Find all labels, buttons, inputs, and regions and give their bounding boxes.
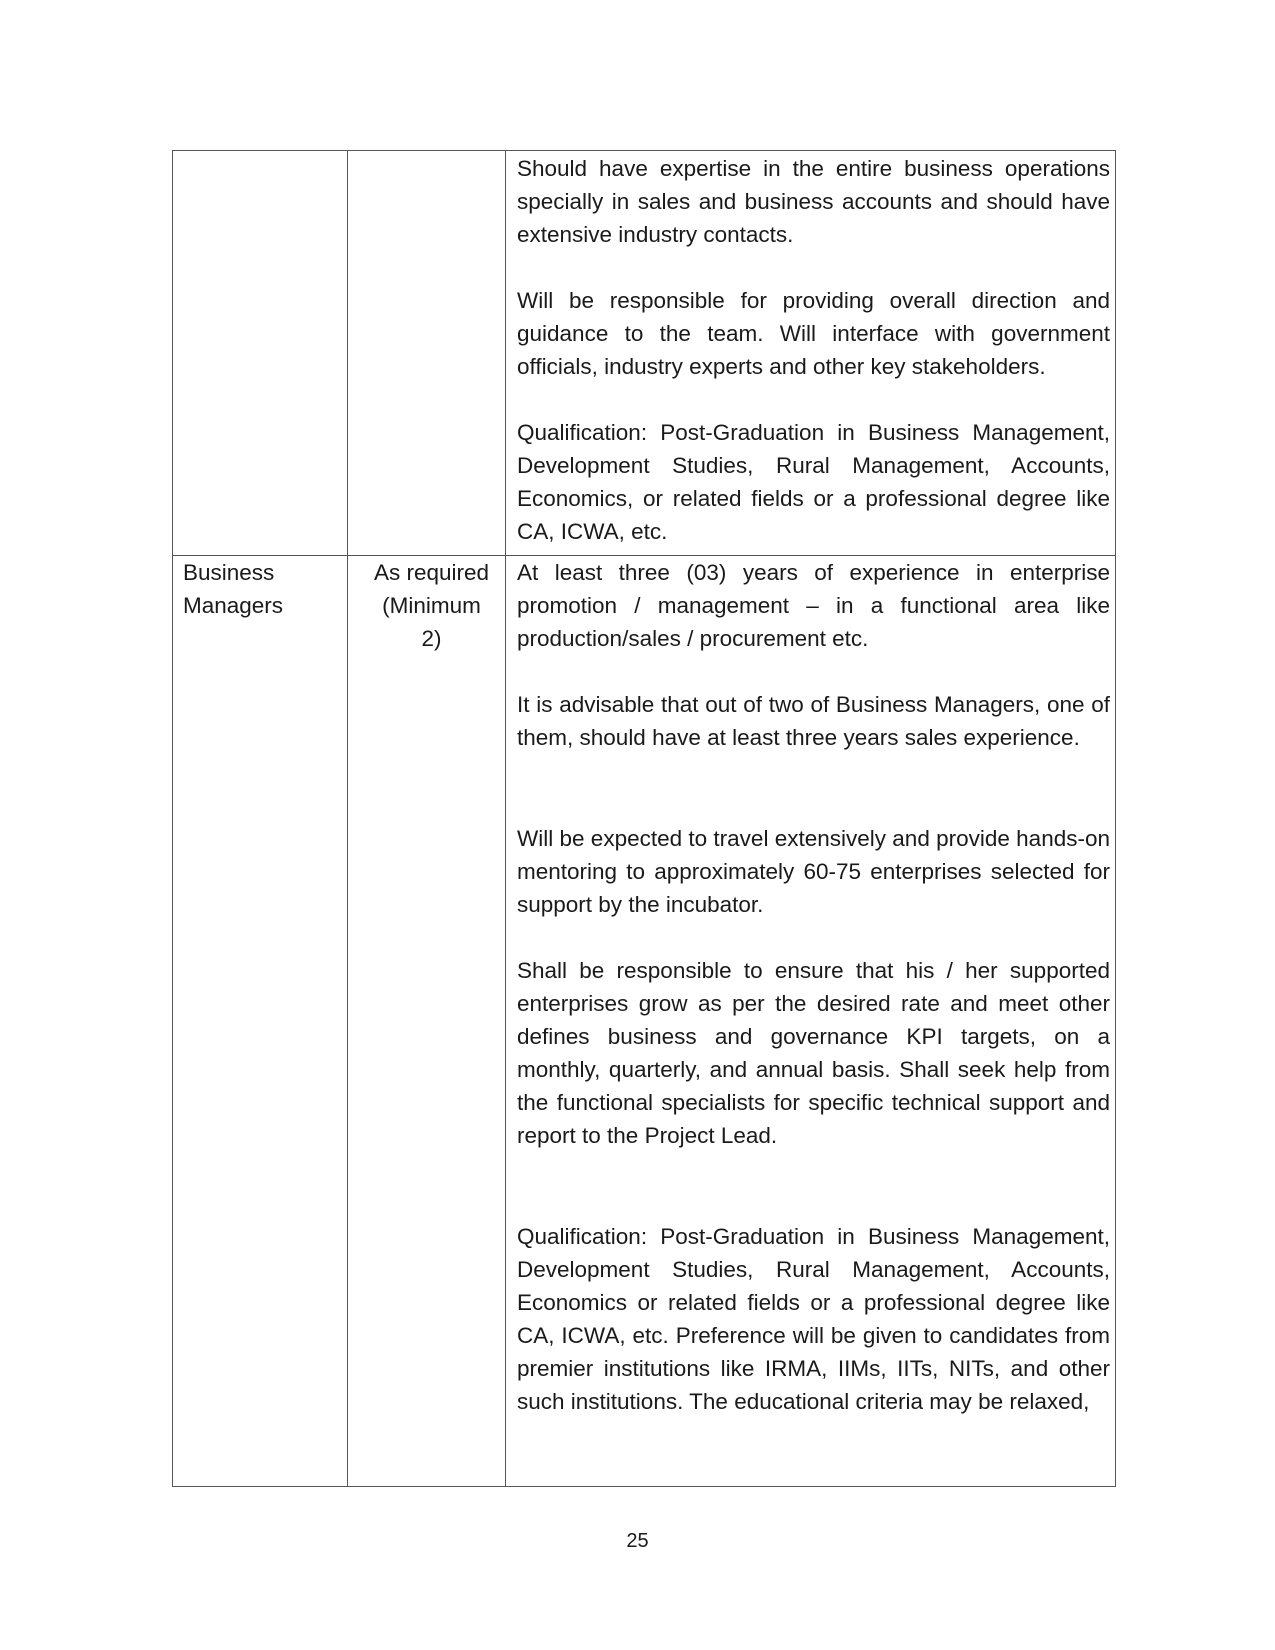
role-line: Managers xyxy=(183,593,284,618)
description-cell xyxy=(506,151,1116,556)
count-line: As required xyxy=(373,560,490,585)
description-paragraph: Should have expertise in the entire business operations specially in sales and business accounts and should have extensive industry contacts. xyxy=(517,156,1110,247)
count-cell xyxy=(348,556,506,1487)
description-paragraph: It is advisable that out of two of Business Managers, one of them, should have at least three years sales experience. xyxy=(517,692,1110,750)
description-paragraph: At least three (03) years of experience in enterprise promotion / management – in a functional area like production/sales / procurement etc. xyxy=(517,560,1110,651)
description-paragraph: Shall be responsible to ensure that his / her supported enterprises grow as per the desired rate and meet other defines business and governance KPI targets, on a monthly, quarterly, and annual basis. Shall seek help from the functional specialists for specific technical support and report to the Project Lead. xyxy=(517,958,1110,1148)
description-cell xyxy=(506,556,1116,1487)
description-paragraph: Will be expected to travel extensively and provide hands-on mentoring to approximately 60-75 enterprises selected for support by the incubator. xyxy=(517,826,1110,917)
role-cell xyxy=(173,151,348,556)
description-paragraph: Qualification: Post-Graduation in Business Management, Development Studies, Rural Management, Accounts, Economics or related fields or a professional degree like CA, ICWA, etc. Preference will be given to candidates from premier institutions like IRMA, IIMs, IITs, NITs, and other such institutions. The educational criteria may be relaxed, xyxy=(517,1224,1110,1414)
count-cell xyxy=(348,151,506,556)
role-cell xyxy=(173,556,348,1487)
count-line: (Minimum xyxy=(382,593,481,618)
description-paragraph: Qualification: Post-Graduation in Business Management, Development Studies, Rural Management, Accounts, Economics, or related fields or a professional degree like CA, ICWA, etc. xyxy=(517,420,1110,544)
staffing-table xyxy=(172,150,1116,1487)
table-row xyxy=(173,556,1116,1487)
description-paragraph: Will be responsible for providing overall direction and guidance to the team. Will interface with government officials, industry experts and other key stakeholders. xyxy=(517,288,1110,379)
count-line: 2) xyxy=(421,626,442,651)
role-line: Business xyxy=(183,560,275,585)
page-number: 25 xyxy=(626,1530,649,1552)
table-row xyxy=(173,151,1116,556)
